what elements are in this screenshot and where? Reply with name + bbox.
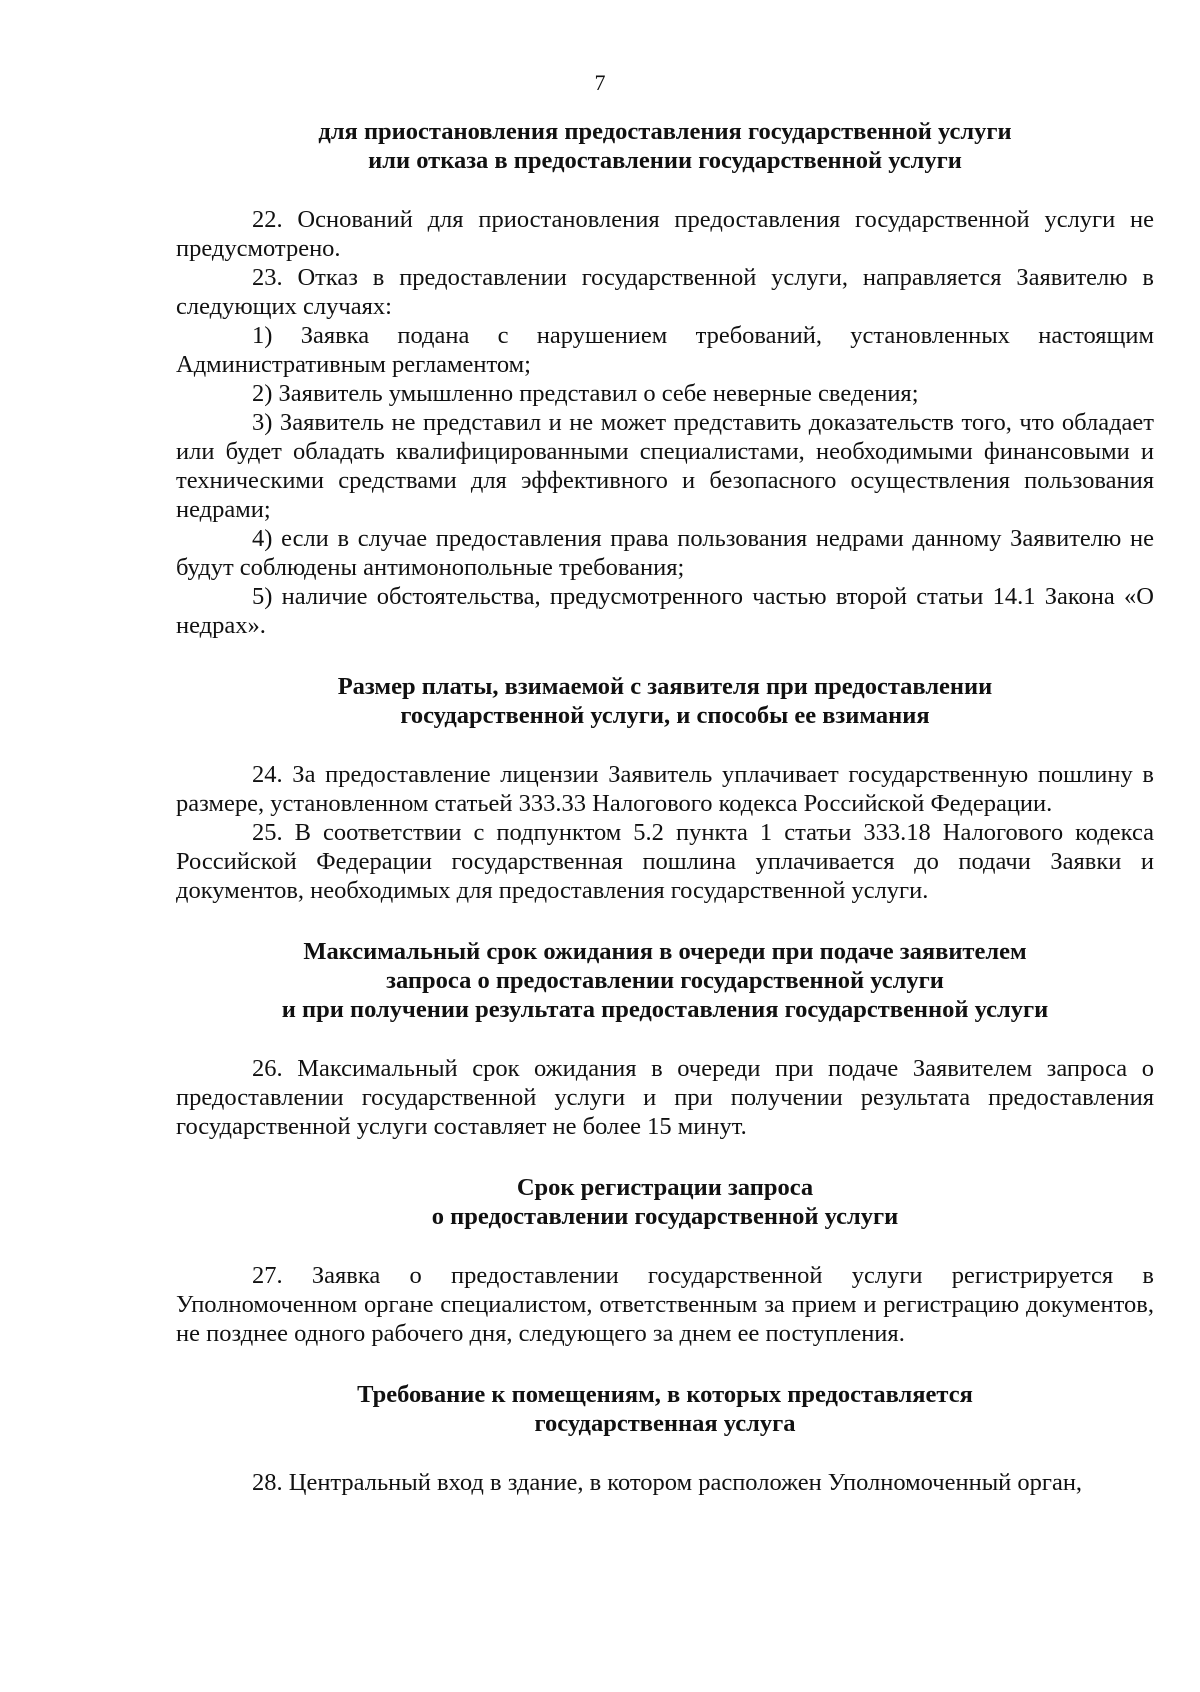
heading-line: Срок регистрации запроса: [516, 1174, 814, 1201]
paragraph-27: 27. Заявка о предоставлении государственной услуги регистрируется в Уполномоченном органе специалистом, ответственным за прием и регистрацию документов, не позднее одного рабочего дня, следующего за днем ее поступления.: [176, 1262, 1154, 1347]
heading-line: и при получении результата предоставления государственной услуги: [281, 996, 1049, 1023]
paragraph-23: 23. Отказ в предоставлении государственной услуги, направляется Заявителю в следующих случаях:: [176, 264, 1154, 320]
heading-line: Максимальный срок ожидания в очереди при подаче заявителем: [303, 938, 1027, 965]
paragraph-26: 26. Максимальный срок ожидания в очереди при подаче Заявителем запроса о предоставлении государственной услуги и при получении результата предоставления государственной услуги составляет не более 15 минут.: [176, 1055, 1154, 1140]
list-item-1: 1) Заявка подана с нарушением требований, установленных настоящим Административным регламентом;: [176, 322, 1154, 378]
list-item-5: 5) наличие обстоятельства, предусмотренного частью второй статьи 14.1 Закона «О недрах».: [176, 583, 1154, 639]
heading-line: для приостановления предоставления государственной услуги: [318, 118, 1012, 145]
heading-line: о предоставлении государственной услуги: [431, 1203, 899, 1230]
section-heading-fee: [176, 672, 1154, 730]
section-heading-waiting-time: [176, 937, 1154, 1024]
heading-line: или отказа в предоставлении государственной услуги: [368, 147, 962, 174]
heading-line: государственная услуга: [534, 1410, 796, 1437]
heading-line: запроса о предоставлении государственной услуги: [386, 967, 944, 994]
paragraph-25: 25. В соответствии с подпунктом 5.2 пункта 1 статьи 333.18 Налогового кодекса Российской Федерации государственная пошлина уплачивается до подачи Заявки и документов, необходимых для предоставления государственной услуги.: [176, 819, 1154, 904]
heading-line: Размер платы, взимаемой с заявителя при предоставлении: [337, 673, 993, 700]
page-number: 7: [594, 70, 606, 95]
page-content: [176, 117, 1154, 1497]
paragraph-24: 24. За предоставление лицензии Заявитель уплачивает государственную пошлину в размере, установленном статьей 333.33 Налогового кодекса Российской Федерации.: [176, 761, 1154, 817]
paragraph-28: 28. Центральный вход в здание, в котором расположен Уполномоченный орган,: [252, 1469, 1083, 1496]
paragraph-22: 22. Оснований для приостановления предоставления государственной услуги не предусмотрено.: [176, 206, 1154, 262]
list-item-2: 2) Заявитель умышленно представил о себе неверные сведения;: [252, 380, 919, 407]
list-item-4: 4) если в случае предоставления права пользования недрами данному Заявителю не будут соблюдены антимонопольные требования;: [176, 525, 1154, 581]
list-item-3: 3) Заявитель не представил и не может представить доказательств того, что обладает или будет обладать квалифицированными специалистами, необходимыми финансовыми и техническими средствами для эффективного и безопасного осуществления пользования недрами;: [176, 409, 1154, 523]
heading-line: Требование к помещениям, в которых предоставляется: [357, 1381, 973, 1408]
section-heading-suspension-refusal: [176, 117, 1154, 175]
section-heading-premises: [176, 1380, 1154, 1438]
section-heading-registration-term: [176, 1173, 1154, 1231]
heading-line: государственной услуги, и способы ее взимания: [400, 702, 930, 729]
